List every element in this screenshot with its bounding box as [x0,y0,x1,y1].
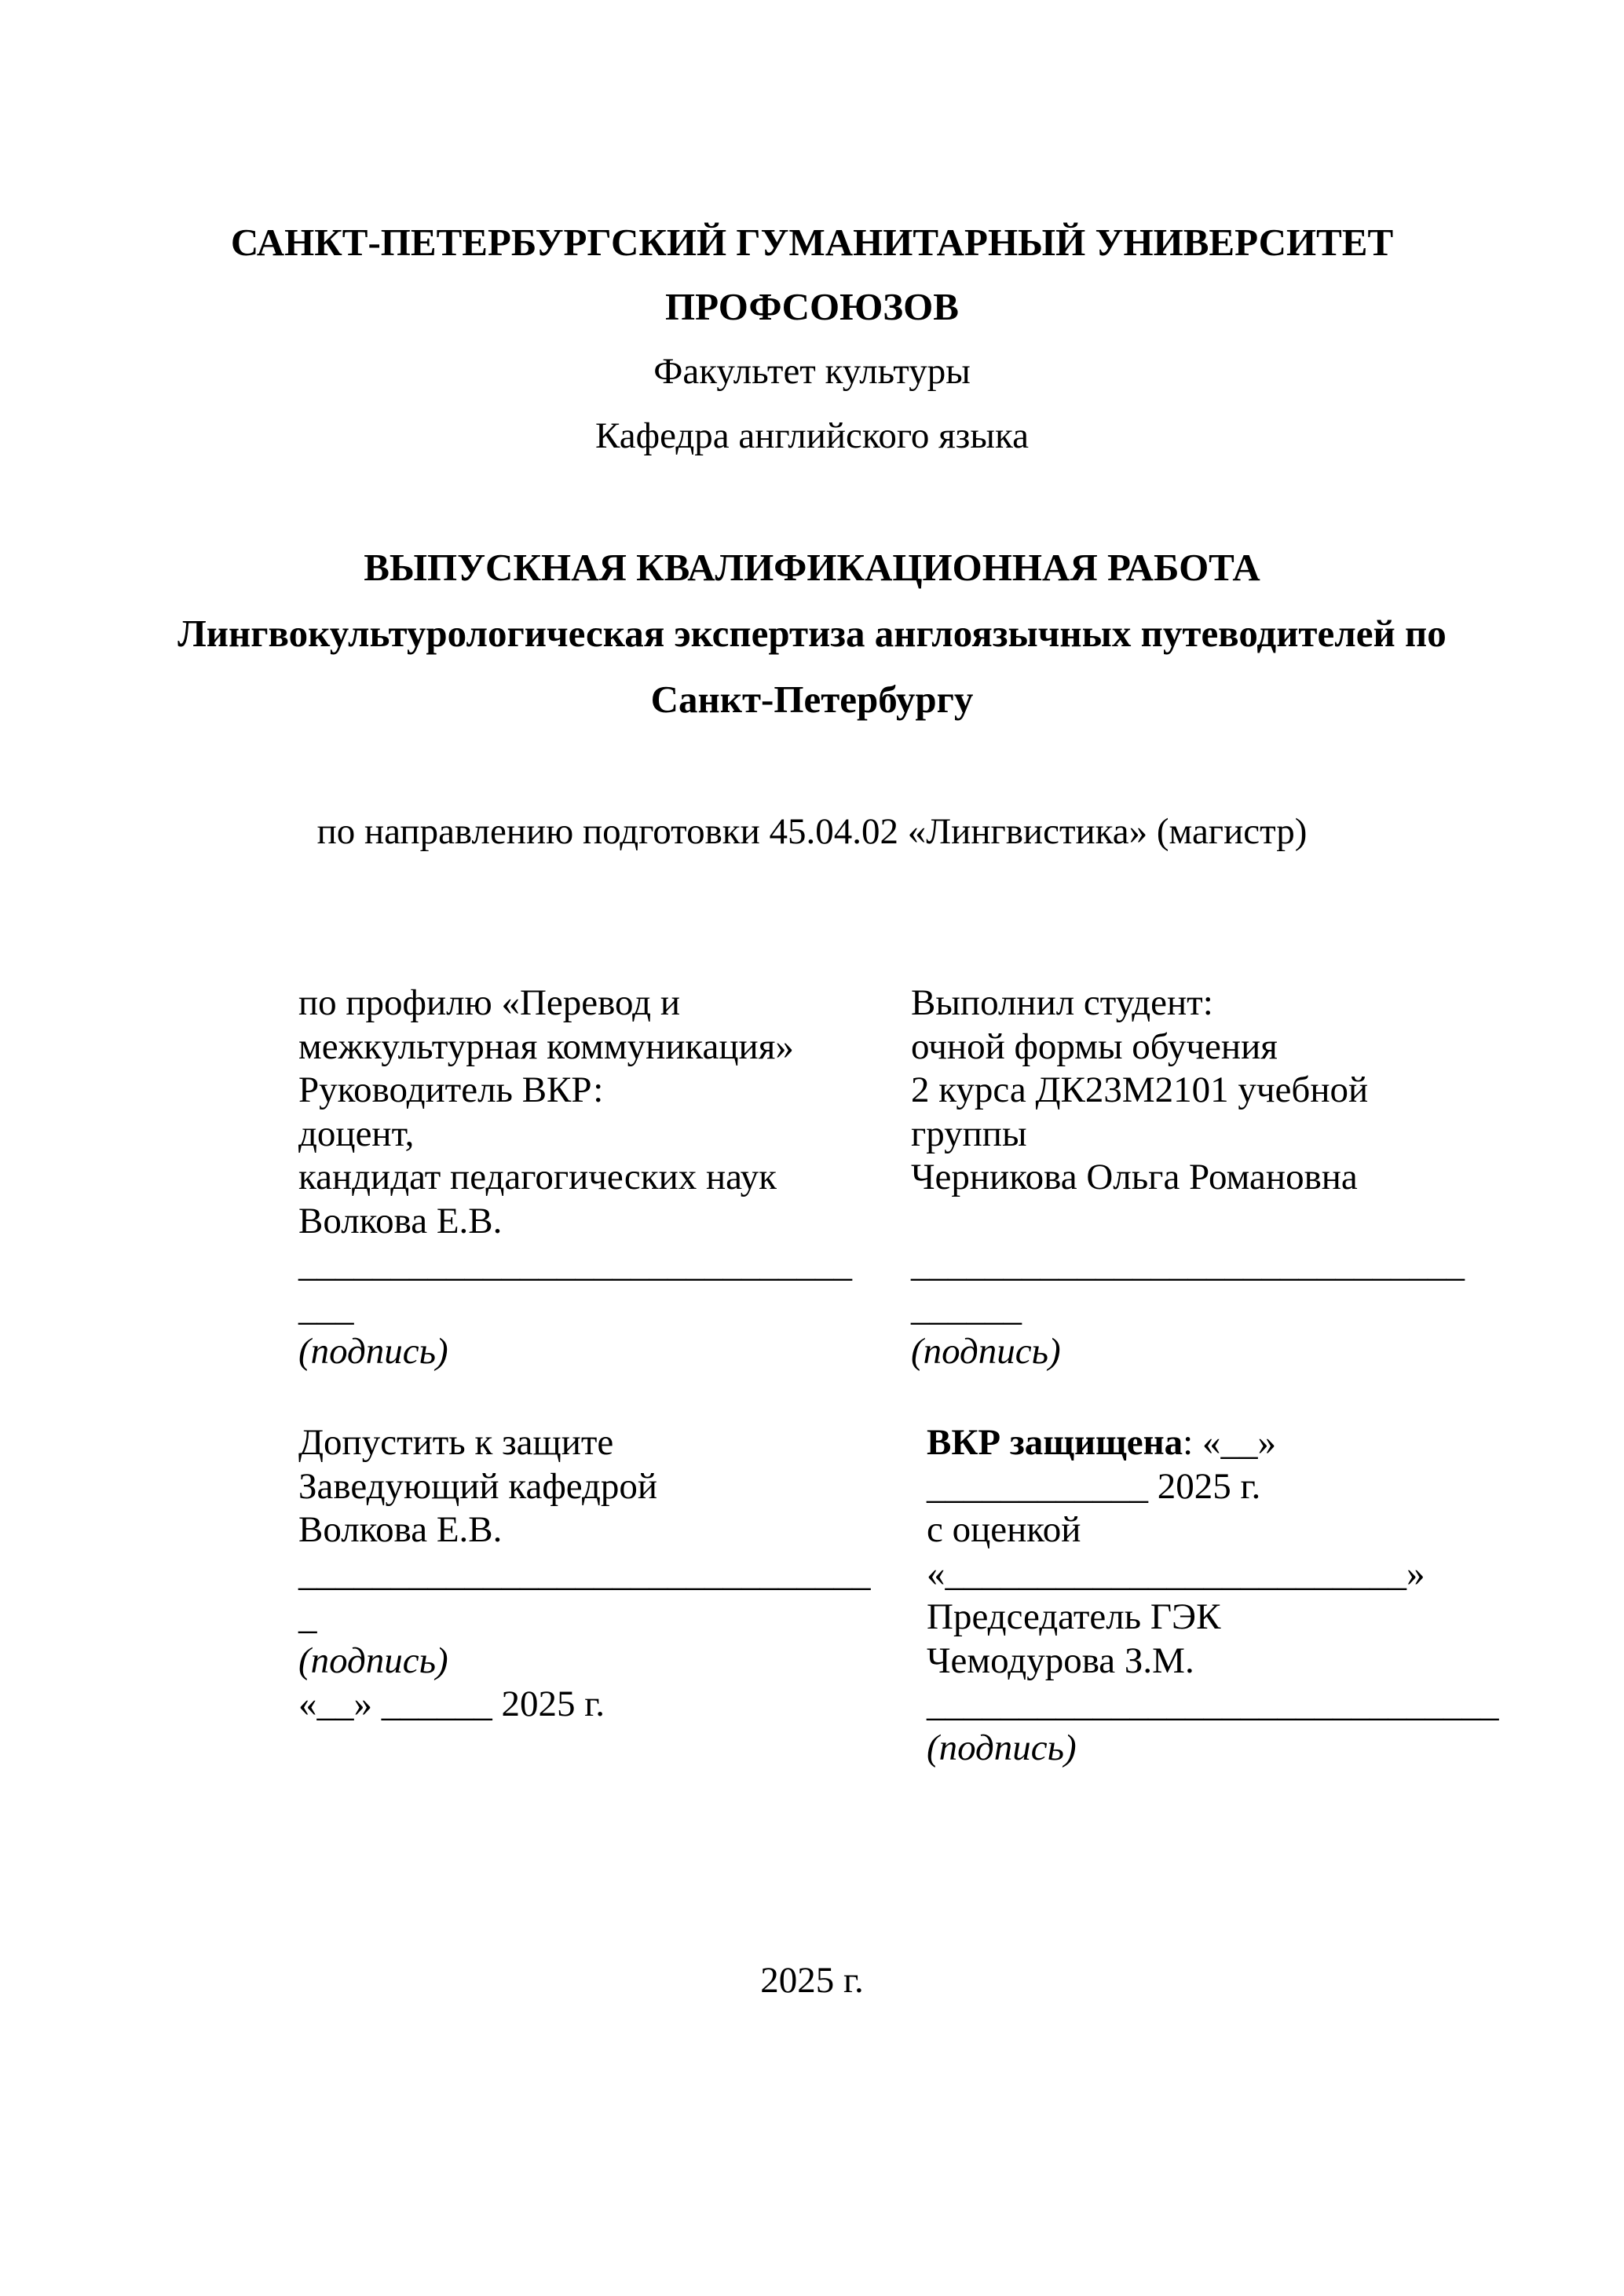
admission-block [298,1421,871,1727]
student-signature-line-cont: ______ [911,1287,1022,1329]
work-title-line1: Лингвокультурологическая экспертиза англоязычных путеводителей по [177,612,1447,655]
performed-label: Выполнил студент: [911,982,1213,1023]
study-form: очной формы обучения [911,1026,1278,1067]
student-signature-caption: (подпись) [911,1331,1061,1372]
commission-chair-name: Чемодурова З.М. [927,1640,1194,1681]
defended-date-part: : «__» [1183,1422,1276,1463]
supervisor-name: Волкова Е.В. [298,1200,503,1241]
student-signature-line: ______________________________ [911,1244,1465,1285]
supervisor-position: доцент, [298,1113,415,1154]
department-name: Кафедра английского языка [595,415,1029,456]
faculty-name: Факультет культуры [653,351,971,392]
commission-chair-label: Председатель ГЭК [927,1596,1221,1637]
grade-line: «_________________________» [927,1552,1425,1594]
student-block [911,982,1465,1374]
defended-label: ВКР защищена [927,1422,1183,1463]
university-name-line1: САНКТ-ПЕТЕРБУРГСКИЙ ГУМАНИТАРНЫЙ УНИВЕРСИТЕТ [230,221,1394,264]
supervisor-signature-line-cont: ___ [298,1287,354,1329]
head-signature-caption: (подпись) [298,1640,448,1681]
supervisor-degree: кандидат педагогических наук [298,1157,777,1197]
head-signature-line-cont: _ [298,1596,317,1637]
grade-label: с оценкой [927,1509,1081,1550]
defense-year-line: ____________ 2025 г. [927,1465,1261,1507]
course-group-line2: группы [911,1113,1027,1154]
supervisor-signature-line: ______________________________ [298,1244,852,1285]
defended-line [927,1421,1499,1465]
admit-label: Допустить к защите [298,1422,614,1463]
study-direction: по направлению подготовки 45.04.02 «Лингвистика» (магистр) [316,811,1308,852]
defense-block [927,1421,1499,1770]
work-title-line2: Санкт-Петербургу [650,678,974,721]
student-name: Черникова Ольга Романовна [911,1157,1358,1197]
admission-date-line: «__» ______ 2025 г. [298,1684,605,1724]
university-name-line2: ПРОФСОЮЗОВ [665,285,959,328]
profile-line2: межкультурная коммуникация» [298,1026,794,1067]
head-signature-line: _______________________________ [298,1552,871,1594]
chair-signature-caption: (подпись) [927,1727,1077,1768]
work-type: ВЫПУСКНАЯ КВАЛИФИКАЦИОННАЯ РАБОТА [364,546,1260,589]
document-year: 2025 г. [760,1960,864,2001]
supervisor-block [298,982,852,1374]
profile-line1: по профилю «Перевод и [298,982,680,1023]
supervisor-label: Руководитель ВКР: [298,1069,604,1110]
head-of-department-label: Заведующий кафедрой [298,1465,658,1507]
chair-signature-line: _______________________________ [927,1684,1499,1724]
supervisor-signature-caption: (подпись) [298,1331,448,1372]
head-of-department-name: Волкова Е.В. [298,1509,503,1550]
course-group-line1: 2 курса ДК23М2101 учебной [911,1069,1369,1110]
